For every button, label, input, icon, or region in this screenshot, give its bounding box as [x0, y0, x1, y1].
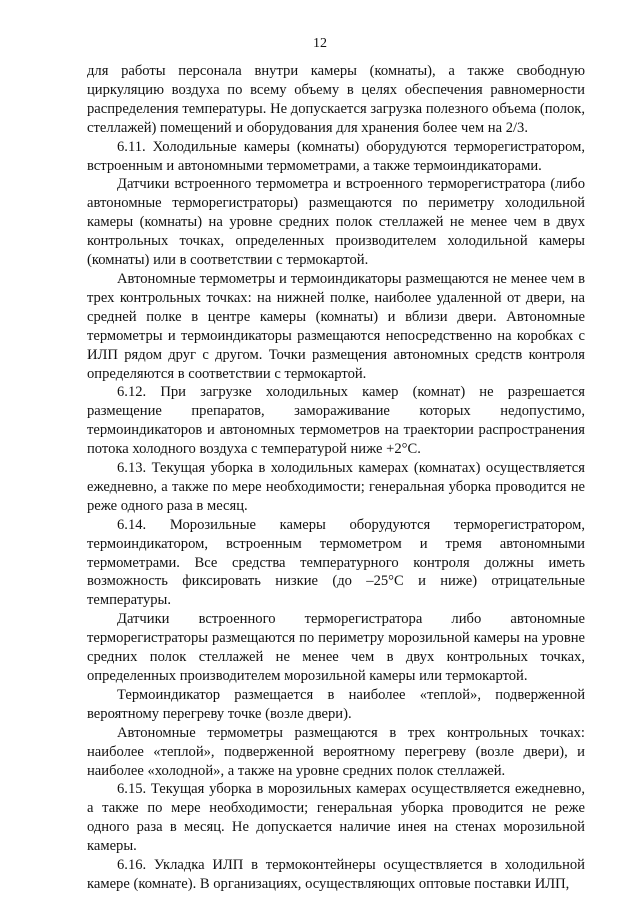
paragraph-6-12: 6.12. При загрузке холодильных камер (комнат) не разрешается размещение препаратов, замораживание которых недопустимо, термоиндикаторов и автономных термометров на траектории распространения потока холодного воздуха с температурой ниже +2°С.	[87, 384, 585, 458]
paragraph-6-11: 6.11. Холодильные камеры (комнаты) оборудуются терморегистратором, встроенным и автономными термометрами, а также термоиндикаторами.	[87, 138, 585, 174]
paragraph-sensors-freezer: Датчики встроенного терморегистратора либо автономные терморегистраторы размещаются по периметру морозильной камеры на уровне средних полок стеллажей не менее чем в двух контрольных точках, определенных производителем морозильной камеры или термокартой.	[87, 611, 585, 684]
paragraph-6-16: 6.16. Укладка ИЛП в термоконтейнеры осуществляется в холодильной камере (комнате). В организациях, осуществляющих оптовые поставки ИЛП,	[87, 857, 585, 892]
paragraph-continuation: для работы персонала внутри камеры (комнаты), а также свободную циркуляцию воздуха по всему объему в целях обеспечения равномерности распределения температуры. Не допускается загрузка полезного объема (полок, стеллажей) помещений и оборудования для хранения более чем на 2/3.	[87, 63, 585, 136]
paragraph-autonomous-thermometers-fridge: Автономные термометры и термоиндикаторы размещаются не менее чем в трех контрольных точках: на нижней полке, наиболее удаленной от двери, на средней полке в центре камеры (комнаты) и вблизи двери. Автономные термометры и термоиндикаторы размещаются непосредственно на коробках с ИЛП рядом друг с другом. Точки размещения автономных средств контроля определяются в соответствии с термокартой.	[87, 270, 585, 382]
paragraph-autonomous-thermometers-freezer: Автономные термометры размещаются в трех контрольных точках: наиболее «теплой», подверженной вероятному перегреву (возле двери), и наиболее «холодной», а также на уровне средних полок стеллажей.	[87, 724, 585, 779]
page-number: 12	[313, 36, 327, 51]
paragraph-sensors-fridge: Датчики встроенного термометра и встроенного терморегистратора (либо автономные терморегистраторы) размещаются по периметру холодильной камеры (комнаты) на уровне средних полок стеллажей не менее чем в двух контрольных точках, определенных производителем холодильной камеры (комнаты) или в соответствии с термокартой.	[87, 176, 585, 269]
paragraph-6-13: 6.13. Текущая уборка в холодильных камерах (комнатах) осуществляется ежедневно, а также по мере необходимости; генеральная уборка проводится не реже одного раза в месяц.	[87, 460, 585, 514]
paragraph-thermoindicator-freezer: Термоиндикатор размещается в наиболее «теплой», подверженной вероятному перегреву точке (возле двери).	[87, 686, 585, 722]
paragraph-6-14: 6.14. Морозильные камеры оборудуются терморегистратором, термоиндикатором, встроенным термометром и тремя автономными термометрами. Все средства температурного контроля должны иметь возможность фиксировать низкие (до –25°С и ниже) отрицательные температуры.	[87, 516, 585, 609]
paragraph-6-15: 6.15. Текущая уборка в морозильных камерах осуществляется ежедневно, а также по мере необходимости; генеральная уборка проводится не реже одного раза в месяц. Не допускается наличие инея на стенах морозильной камеры.	[87, 781, 585, 855]
document-body	[87, 62, 585, 894]
